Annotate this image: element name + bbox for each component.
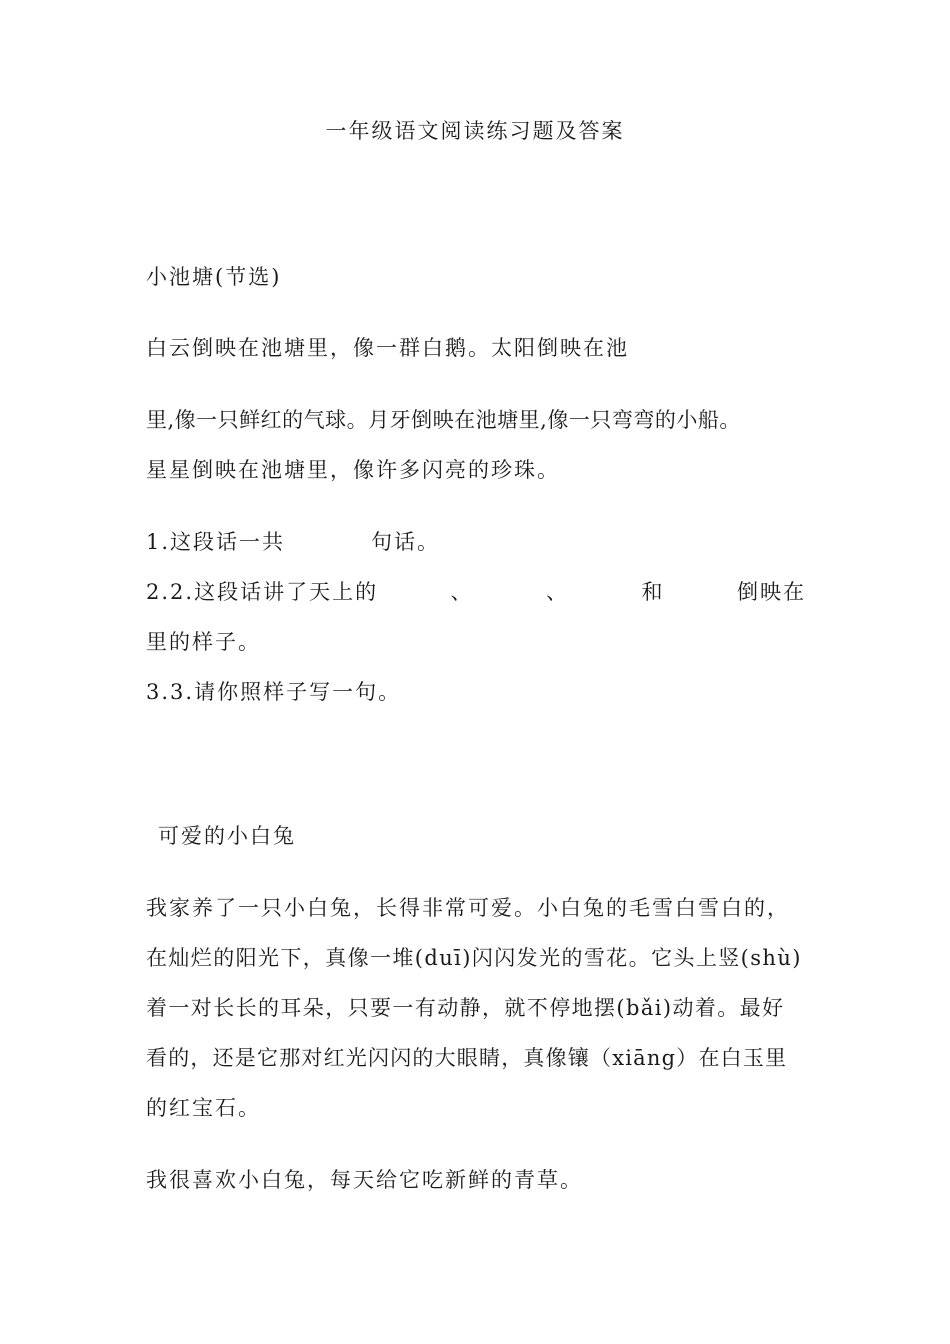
section1-heading: 小池塘(节选): [146, 265, 282, 289]
question-2-separator-2: 、: [546, 580, 570, 604]
question-2-suffix: 倒映在: [736, 580, 806, 604]
section2-paragraph-line-1: 我家养了一只小白兔，长得非常可爱。小白兔的毛雪白雪白的，: [146, 896, 790, 920]
section1-paragraph-line-3: 星星倒映在池塘里，像许多闪亮的珍珠。: [146, 458, 560, 482]
section2-paragraph-2: 我很喜欢小白兔，每天给它吃新鲜的青草。: [146, 1168, 583, 1192]
question-1-suffix: 句话。: [371, 530, 441, 554]
question-2-line-2: 里的样子。: [146, 630, 261, 654]
document-title: 一年级语文阅读练习题及答案: [325, 119, 625, 143]
section1-paragraph-line-1: 白云倒映在池塘里，像一群白鹅。太阳倒映在池: [146, 336, 629, 360]
question-1-prefix: 1.这段话一共: [146, 530, 286, 554]
section2-paragraph-line-5: 的红宝石。: [146, 1096, 261, 1120]
question-2-prefix: 2.2.这段话讲了天上的: [146, 580, 379, 604]
question-1: [146, 527, 440, 557]
section2-paragraph-line-3: 着一对长长的耳朵，只要一有动静，就不停地摆(bǎi)动着。最好: [146, 996, 785, 1020]
section2-paragraph-line-4: 看的，还是它那对红光闪闪的大眼睛，真像镶（xiāng）在白玉里: [146, 1046, 788, 1070]
question-2-and: 和: [641, 580, 665, 604]
section2-paragraph-line-2: 在灿烂的阳光下，真像一堆(duī)闪闪发光的雪花。它头上竖(shù): [146, 946, 802, 970]
section2-heading: 可爱的小白兔: [158, 824, 296, 848]
section1-paragraph-line-2: 里,像一只鲜红的气球。月牙倒映在池塘里,像一只弯弯的小船。: [146, 408, 741, 432]
question-3: 3.3.请你照样子写一句。: [146, 680, 402, 704]
question-2-separator-1: 、: [450, 580, 474, 604]
question-2: [146, 577, 806, 607]
